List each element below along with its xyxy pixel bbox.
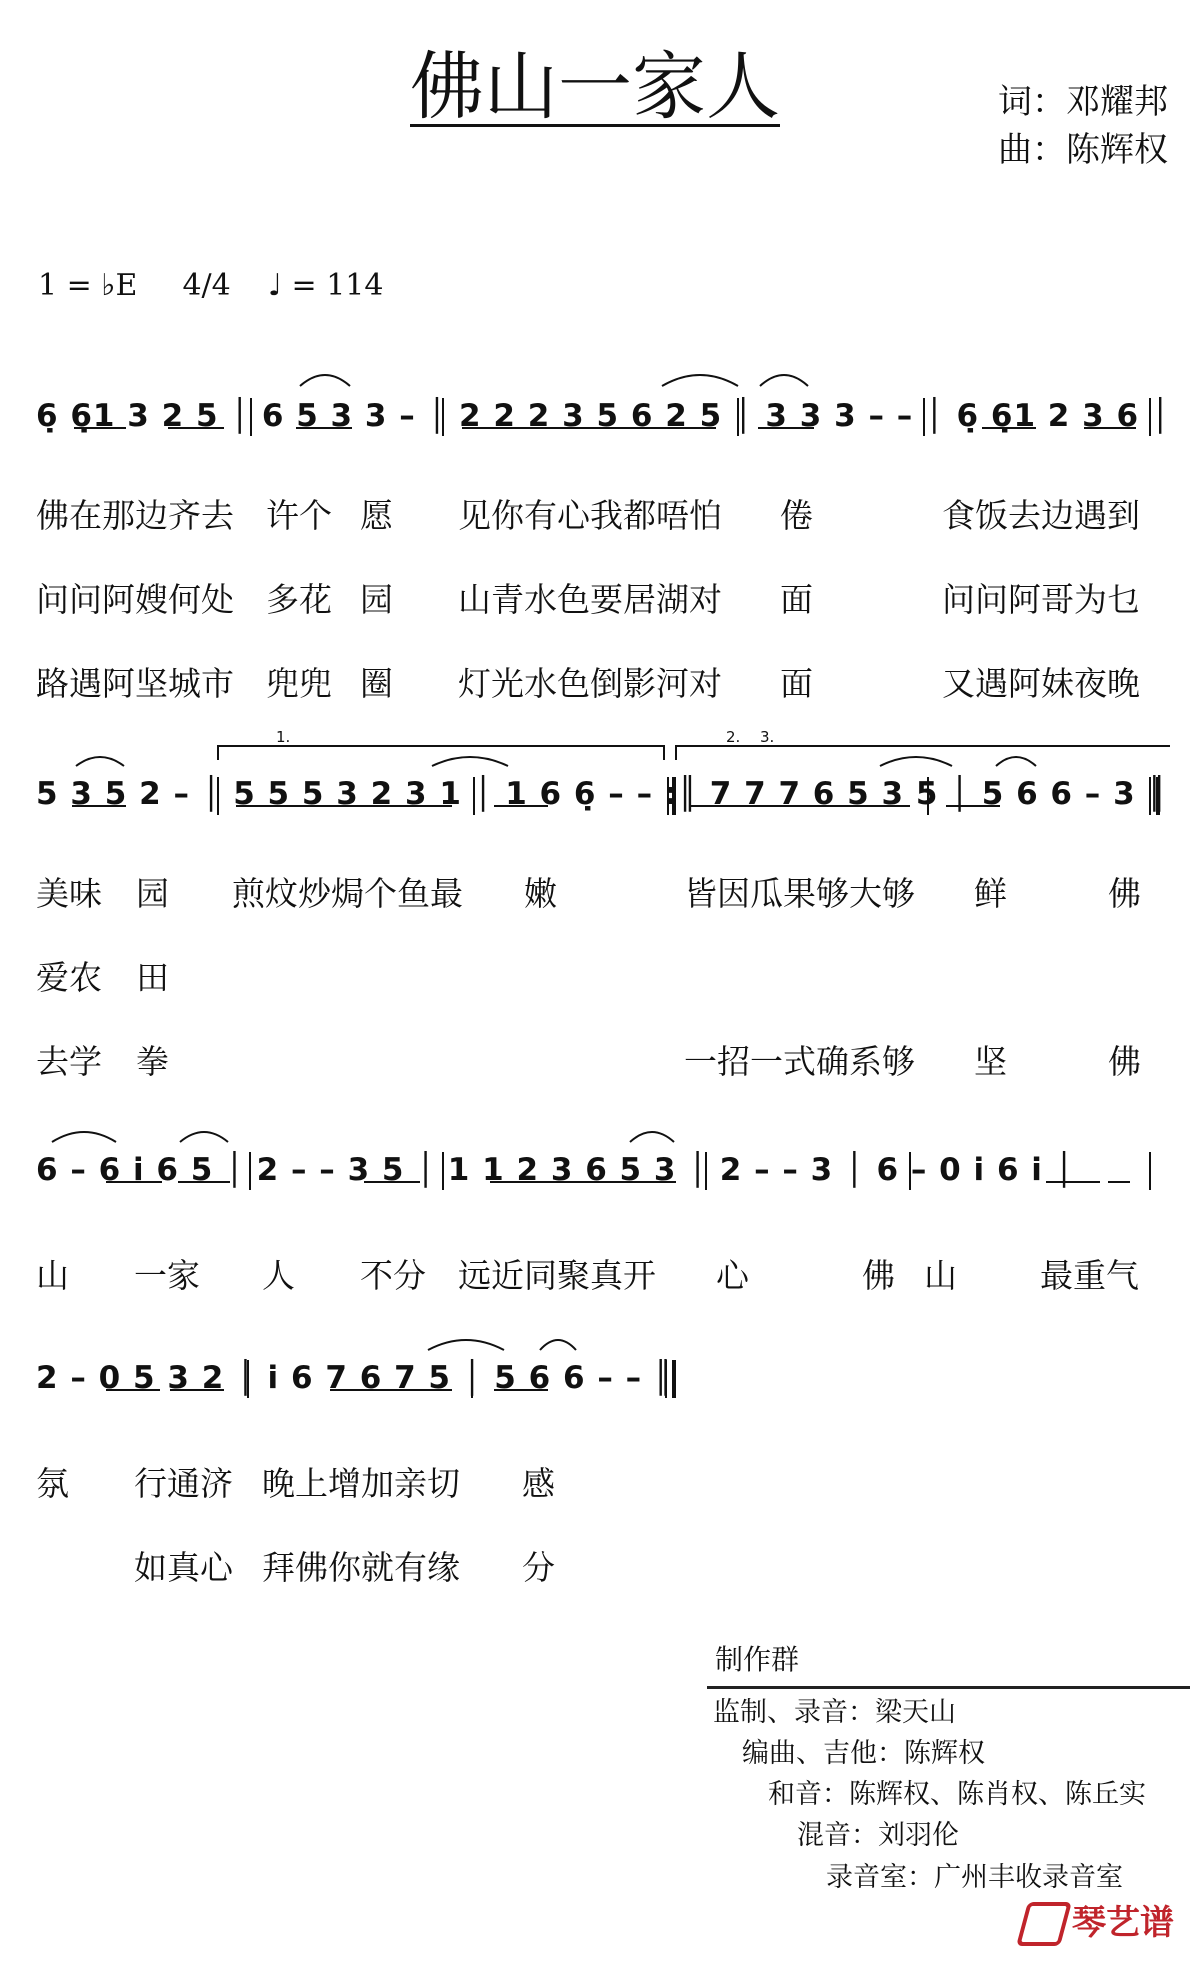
- lyric-text: 问问阿嫂何处: [36, 580, 234, 619]
- song-title: 佛山一家人: [410, 44, 780, 130]
- lyric-text: 嫩: [524, 874, 557, 913]
- lyric-text: 山青水色要居湖对: [458, 580, 722, 619]
- lyric-text: 鲜: [974, 874, 1007, 913]
- tie: [760, 375, 808, 386]
- lyric-text: 一家: [134, 1256, 200, 1295]
- lyric-text: 佛在那边齐去: [36, 496, 234, 535]
- lyric-text: 山: [924, 1256, 957, 1295]
- lyric-text: 倦: [780, 496, 813, 535]
- lyric-text: 美味: [36, 874, 102, 913]
- lyric-text: 食饭去边遇到: [942, 496, 1140, 535]
- tie: [180, 1132, 228, 1142]
- lyric-text: 问问阿哥为乜: [942, 580, 1140, 619]
- lyric-text: 佛: [1108, 1042, 1141, 1081]
- production-credits: [707, 1638, 1190, 1689]
- lyric-text: 去学: [36, 1042, 102, 1081]
- lyric-text: 佛: [862, 1256, 895, 1295]
- tie: [996, 757, 1036, 766]
- lyric-text: 兜兜: [266, 664, 332, 703]
- tie: [300, 375, 350, 386]
- lyric-text: 愿: [360, 496, 393, 535]
- lyric-text: 爱农: [36, 958, 102, 997]
- lyric-text: 拜佛你就有缘: [262, 1548, 460, 1587]
- lyricist-credit: 词：邓耀邦: [998, 82, 1168, 122]
- lyric-text: 不分: [360, 1256, 426, 1295]
- volta-bracket-1: [218, 746, 664, 760]
- lyric-text: 煎炆炒焗个鱼最: [232, 874, 463, 913]
- lyric-text: 面: [780, 580, 813, 619]
- lyric-text: 许个: [266, 496, 332, 535]
- lyric-text: 晚上增加亲切: [262, 1464, 460, 1503]
- lyric-text: 见你有心我都唔怕: [458, 496, 722, 535]
- time-signature: 4/4: [182, 268, 231, 303]
- lyric-text: 感: [522, 1464, 555, 1503]
- quarter-note-icon: ♩: [267, 268, 282, 303]
- lyric-text: 人: [262, 1256, 295, 1295]
- lyric-text: 坚: [974, 1042, 1007, 1081]
- lyric-text: 面: [780, 664, 813, 703]
- tie: [432, 757, 508, 766]
- lyric-text: 皆因瓜果够大够: [684, 874, 915, 913]
- lyric-text: 佛: [1108, 874, 1141, 913]
- qinyipu-logo-icon: [1016, 1902, 1072, 1946]
- lyric-text: 园: [136, 874, 169, 913]
- lyric-text: 行通济: [134, 1464, 233, 1503]
- tempo-value: = 114: [291, 268, 384, 303]
- production-line: 监制、录音：梁天山: [713, 1697, 956, 1728]
- tie: [540, 1340, 576, 1350]
- lyric-text: 灯光水色倒影河对: [458, 664, 722, 703]
- notation-line-1: 6̣ 6̣1 3 2 5 │ 6 5 3 3 – │ 2 2 2 3 5 6 2 5 │ 3 3 3 – – │ 6̣ 6̣1 2 3 6 │: [36, 398, 1171, 434]
- lyric-text: 又遇阿妹夜晚: [942, 664, 1140, 703]
- production-line: 和音：陈辉权、陈肖权、陈丘实: [768, 1779, 1146, 1810]
- lyric-text: 氛: [36, 1464, 69, 1503]
- tie: [76, 757, 124, 766]
- lyric-text: 拳: [136, 1042, 169, 1081]
- lyric-text: 远近同聚真开: [458, 1256, 656, 1295]
- lyric-text: 一招一式确系够: [684, 1042, 915, 1081]
- tie: [630, 1132, 674, 1142]
- lyric-text: 路遇阿坚城市: [36, 664, 234, 703]
- tie: [428, 1340, 504, 1350]
- watermark-logo: 琴艺谱: [1022, 1895, 1174, 1947]
- lyric-text: 心: [716, 1256, 749, 1295]
- lyric-text: 如真心: [134, 1548, 233, 1587]
- volta-label-1: 1.: [276, 728, 291, 746]
- notation-line-2: 5 3 5 2 – │ 5 5 5 3 2 3 1 │ 1 6 6̣ – – :║ 7 7 7 6 5 3 5 │ 5 6 6 – 3 ║: [36, 776, 1168, 812]
- lyric-text: 田: [136, 958, 169, 997]
- lyric-text: 园: [360, 580, 393, 619]
- lyric-text: 山: [36, 1256, 69, 1295]
- composer-credit: 曲：陈辉权: [998, 130, 1168, 170]
- volta-label-2: 2.: [726, 728, 741, 746]
- lyric-text: 分: [522, 1548, 555, 1587]
- production-header: 制作群: [707, 1638, 1190, 1689]
- tie: [662, 375, 738, 386]
- notation-line-3: 6 – 6 i 6 5 │ 2 – – 3 5 │ 1 1 2 3 6 5 3 │ 2 – – 3 │ 6 – 0 i 6 i │: [36, 1152, 1075, 1188]
- key-signature: 1 = ♭E: [38, 268, 138, 303]
- notation-line-4: 2 – 0 5 3 2 │ i 6 7 6 7 5 │ 5 6 6 – – ║: [36, 1360, 674, 1396]
- lyric-text: 最重气: [1040, 1256, 1139, 1295]
- production-line: 编曲、吉他：陈辉权: [742, 1738, 985, 1769]
- lyric-text: 圈: [360, 664, 393, 703]
- production-line: 混音：刘羽伦: [797, 1820, 959, 1851]
- production-line: 录音室：广州丰收录音室: [826, 1862, 1123, 1893]
- lyric-text: 多花: [266, 580, 332, 619]
- volta-label-3: 3.: [760, 728, 775, 746]
- tie: [880, 757, 952, 766]
- tie: [52, 1132, 116, 1142]
